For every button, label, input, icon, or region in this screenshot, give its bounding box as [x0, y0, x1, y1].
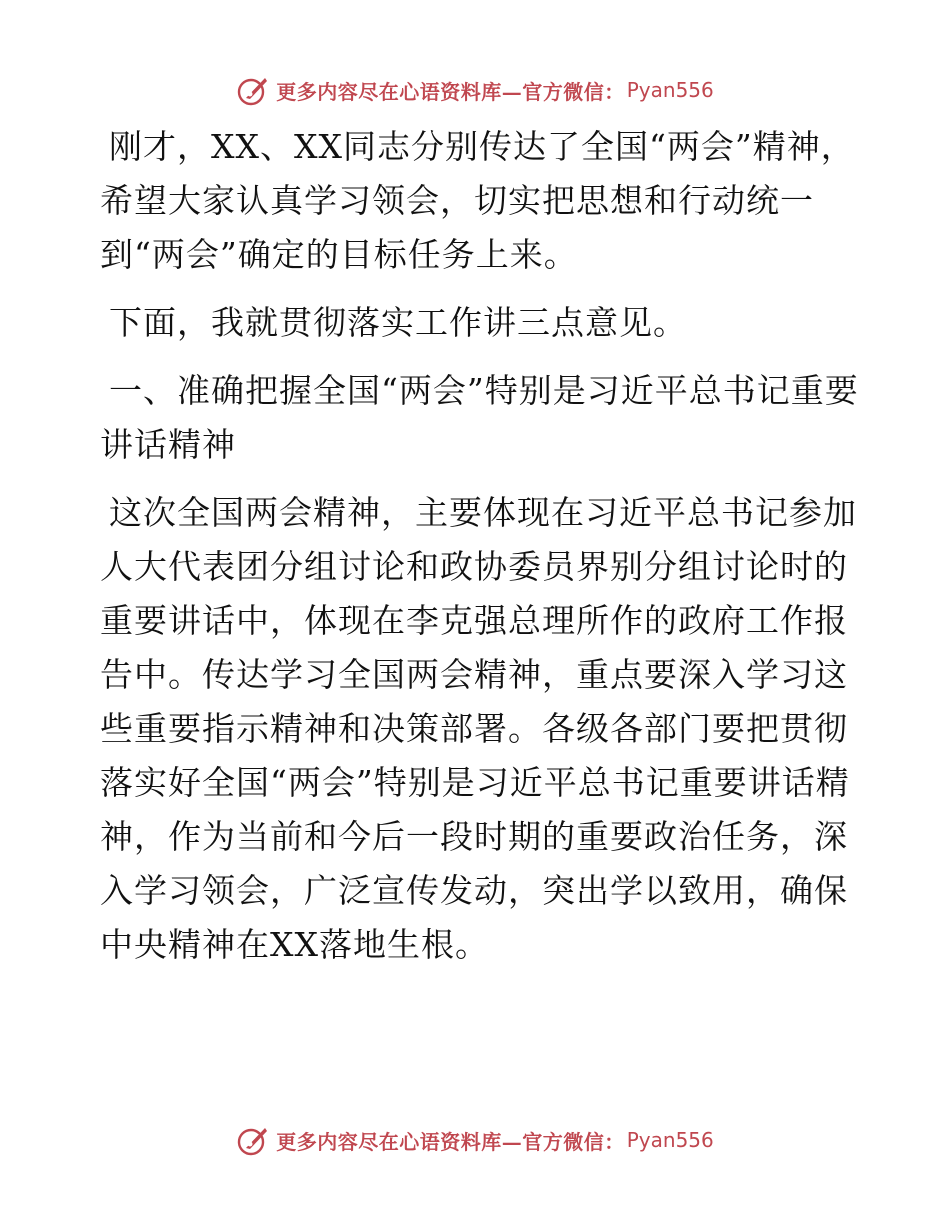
banner-brand-text: 更多内容尽在心语资料库— [276, 79, 523, 104]
header-banner [0, 70, 950, 110]
feather-pen-circle-icon [236, 73, 270, 107]
banner-wechat-id: Pyan556 [626, 78, 714, 102]
banner-brand-text: 更多内容尽在心语资料库— [276, 1129, 523, 1154]
feather-pen-circle-icon [236, 1123, 270, 1157]
section-heading: 一、准确把握全国“两会”特别是习近平总书记重要讲话精神 [100, 371, 859, 464]
document-body [100, 120, 860, 986]
banner-wechat-label: 官方微信： [522, 1129, 625, 1154]
footer-banner [0, 1120, 950, 1160]
banner-wechat-label: 官方微信： [522, 79, 625, 104]
banner-wechat-id: Pyan556 [626, 1128, 714, 1152]
paragraph-intro: 刚才，XX、XX同志分别传达了全国“两会”精神，希望大家认真学习领会，切实把思想和行动统一到“两会”确定的目标任务上来。 [100, 127, 855, 274]
paragraph-outline: 下面，我就贯彻落实工作讲三点意见。 [109, 303, 687, 342]
paragraph-body: 这次全国两会精神，主要体现在习近平总书记参加人大代表团分组讨论和政协委员界别分组讨论时的重要讲话中，体现在李克强总理所作的政府工作报告中。传达学习全国两会精神，重点要深入学习这些重要指示精神和决策部署。各级各部门要把贯彻落实好全国“两会”特别是习近平总书记重要讲话精神，作为当前和今后一段时期的重要政治任务，深入学习领会，广泛宣传发动，突出学以致用，确保中央精神在XX落地生根。 [100, 493, 857, 964]
